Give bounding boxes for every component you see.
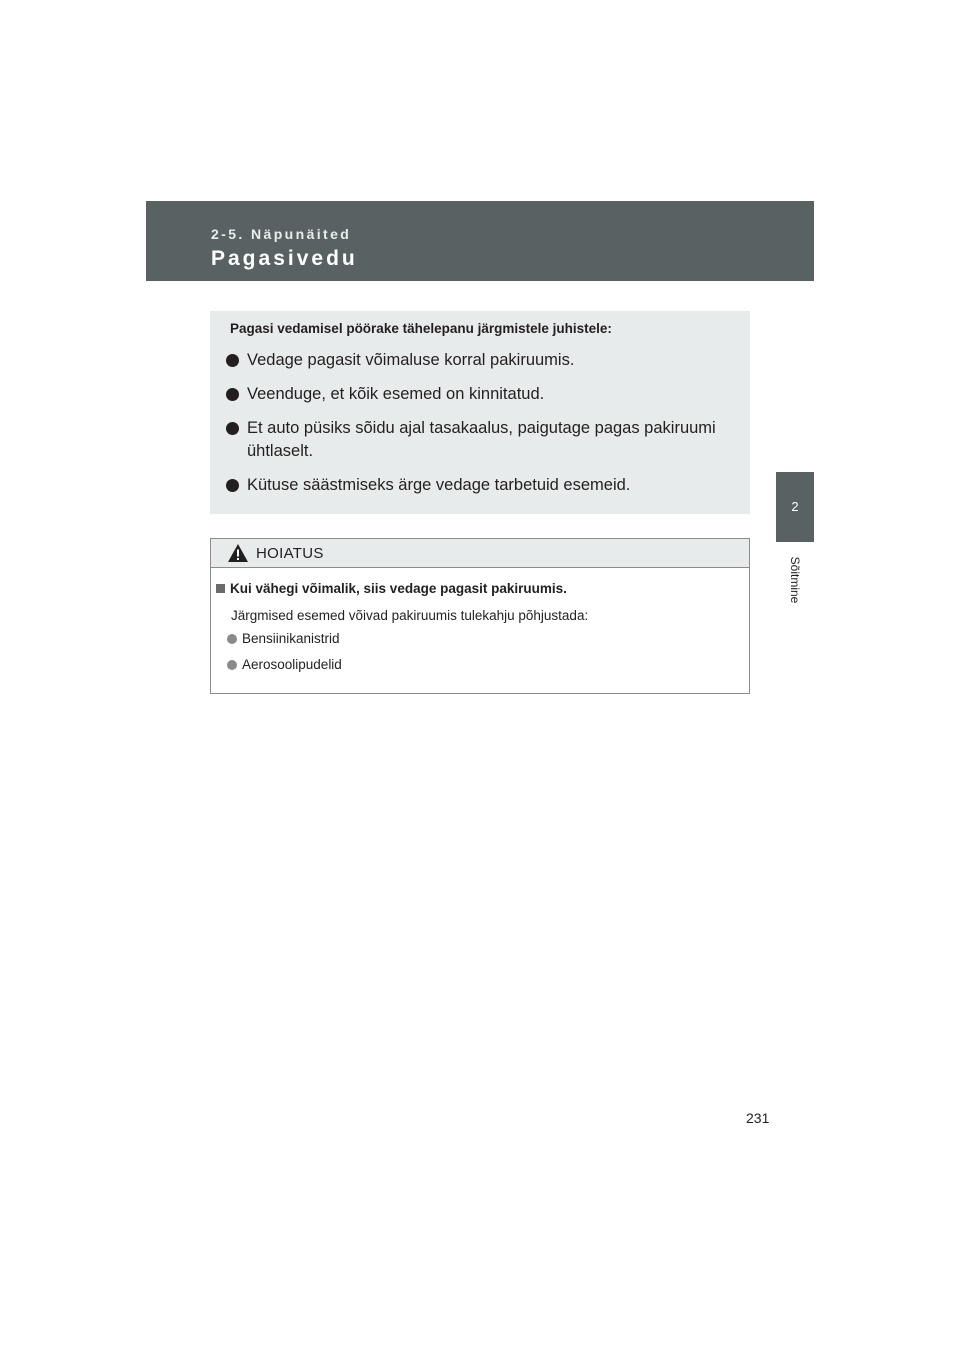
list-item-text: Et auto püsiks sõidu ajal tasakaalus, paigutage pagas pakiruumi ühtlaselt. [247, 419, 716, 460]
list-item-text: Vedage pagasit võimaluse korral pakiruumis. [247, 351, 575, 369]
bullet-icon [227, 634, 237, 644]
page-title: Pagasivedu [211, 247, 358, 270]
chapter-tab [776, 472, 814, 542]
warning-heading [216, 581, 567, 596]
list-item [226, 474, 736, 497]
chapter-label: Sõitmine [788, 556, 802, 604]
warning-text: Järgmised esemed võivad pakiruumis tulekahju põhjustada: [231, 608, 589, 623]
list-item [226, 417, 736, 463]
bullet-icon [226, 479, 239, 492]
warning-heading-text: Kui vähegi võimalik, siis vedage pagasit pakiruumis. [230, 581, 567, 596]
square-bullet-icon [216, 584, 225, 593]
list-item [227, 656, 342, 674]
info-intro: Pagasi vedamisel pöörake tähelepanu järgmistele juhistele: [230, 321, 612, 336]
warning-icon [227, 543, 249, 563]
section-number: 2-5. Näpunäited [211, 226, 352, 242]
section-header [146, 201, 814, 281]
warning-header [211, 539, 749, 568]
warning-title: HOIATUS [256, 545, 324, 562]
list-item-text: Aerosoolipudelid [242, 657, 342, 672]
warning-list [227, 630, 342, 682]
list-item [227, 630, 342, 648]
list-item [226, 383, 736, 406]
list-item-text: Kütuse säästmiseks ärge vedage tarbetuid esemeid. [247, 476, 631, 494]
bullet-icon [226, 354, 239, 367]
bullet-icon [226, 422, 239, 435]
list-item-text: Bensiinikanistrid [242, 631, 340, 646]
bullet-icon [227, 660, 237, 670]
bullet-icon [226, 388, 239, 401]
page-number: 231 [746, 1110, 770, 1126]
list-item-text: Veenduge, et kõik esemed on kinnitatud. [247, 385, 545, 403]
info-box [210, 311, 750, 514]
chapter-number: 2 [791, 499, 799, 514]
info-list [226, 349, 736, 508]
list-item [226, 349, 736, 372]
warning-box [210, 538, 750, 694]
